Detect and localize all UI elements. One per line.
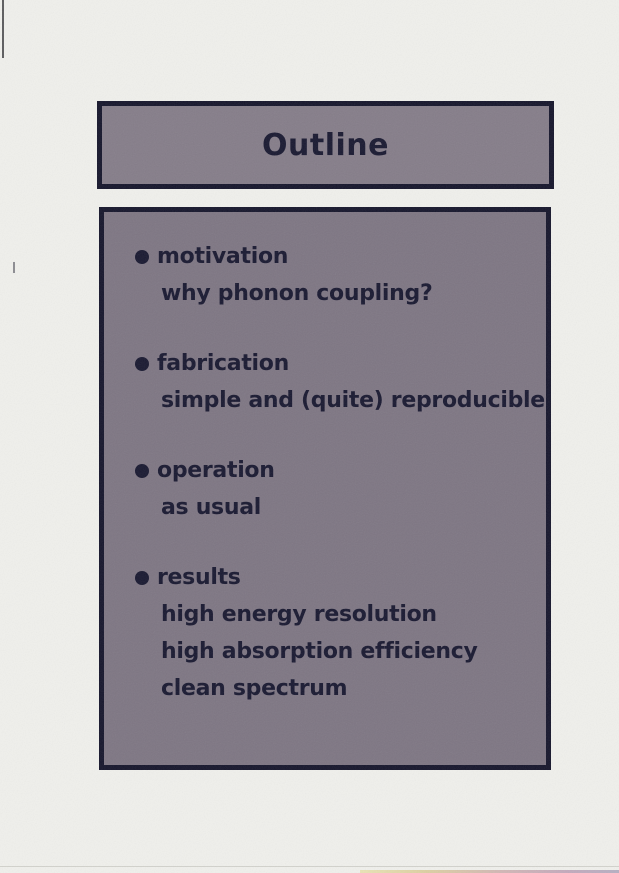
outline-group-fabrication: [104, 345, 546, 419]
outline-item-label: motivation: [157, 244, 289, 269]
outline-item-label: fabrication: [157, 351, 289, 376]
bullet-icon: [135, 571, 149, 585]
outline-subline: why phonon coupling?: [161, 281, 433, 306]
slide-title: Outline: [262, 127, 389, 163]
outline-group-operation: [104, 452, 546, 526]
outline-group-motivation: [104, 238, 546, 312]
scan-artifact-left-edge: [2, 0, 4, 58]
outline-group-results: [104, 559, 546, 707]
slide-title-box: [97, 101, 554, 189]
outline-subline: as usual: [161, 495, 262, 520]
scan-artifact-bottom-line: [0, 866, 619, 867]
outline-subline: simple and (quite) reproducible: [161, 388, 545, 413]
bullet-icon: [135, 250, 149, 264]
slide-content-box: [99, 207, 551, 770]
scan-artifact-dash: [13, 262, 15, 273]
bullet-icon: [135, 357, 149, 371]
bullet-line: [104, 559, 546, 596]
outline-item-label: results: [157, 565, 241, 590]
outline-subline: clean spectrum: [161, 676, 348, 701]
bullet-line: [104, 345, 546, 382]
bullet-icon: [135, 464, 149, 478]
outline-subline: high energy resolution: [161, 602, 437, 627]
bullet-line: [104, 238, 546, 275]
outline-item-label: operation: [157, 458, 275, 483]
outline-subline: high absorption efficiency: [161, 639, 478, 664]
bullet-line: [104, 452, 546, 489]
